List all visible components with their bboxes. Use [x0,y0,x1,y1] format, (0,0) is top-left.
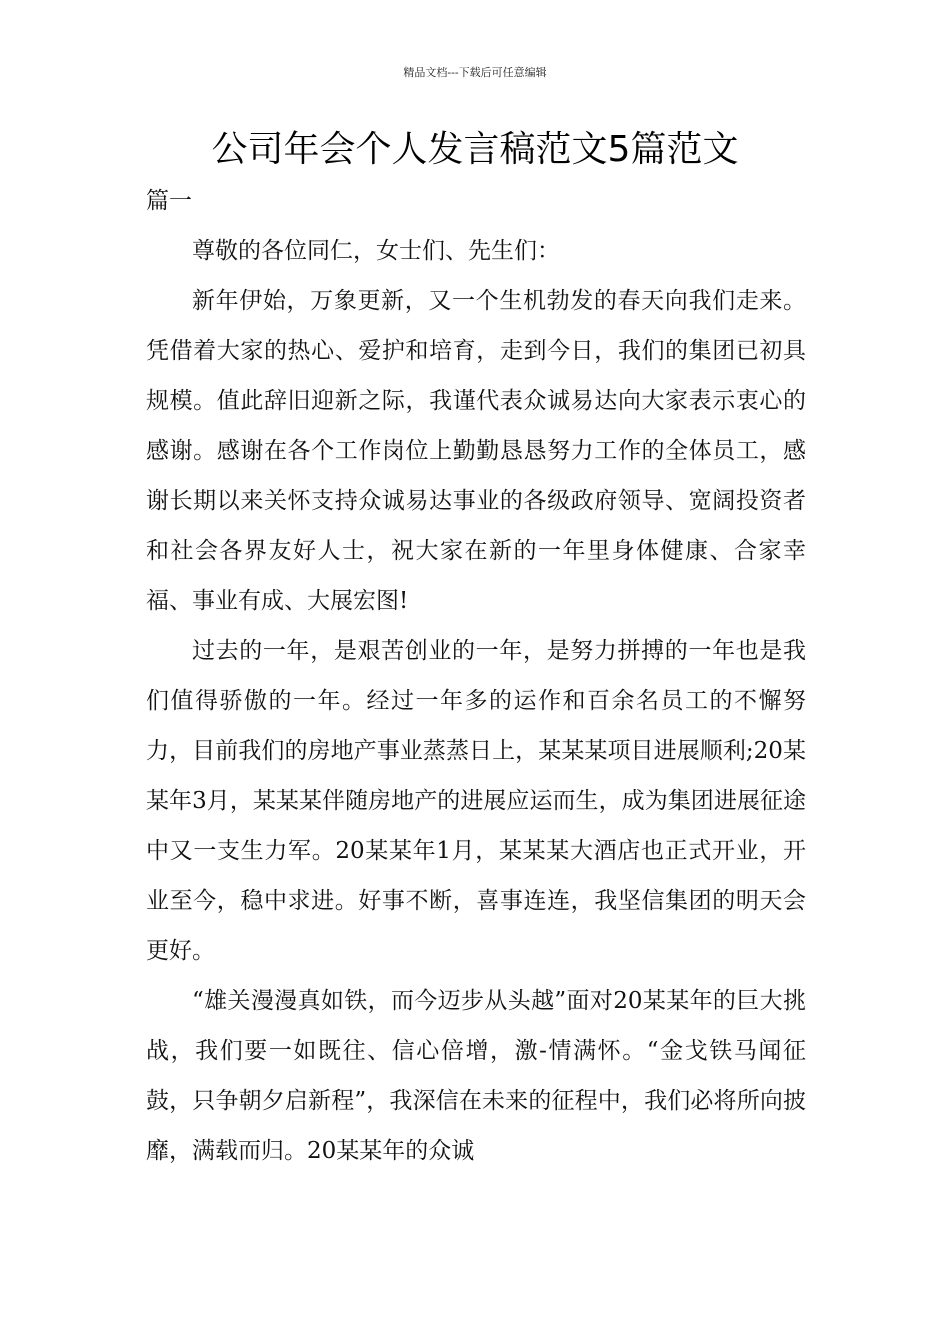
paragraph-past-year: 过去的一年，是艰苦创业的一年，是努力拼搏的一年也是我们值得骄傲的一年。经过一年多的运作和百余名员工的不懈努力，目前我们的房地产事业蒸蒸日上，某某某项目进展顺利;20某某年3月，某某某伴随房地产的进展应运而生，成为集团进展征途中又一支生力军。20某某年1月，某某某大酒店也正式开业，开业至今，稳中求进。好事不断，喜事连连，我坚信集团的明天会更好。 [146,638,806,964]
document-body [146,176,806,1176]
paragraph-opening: 新年伊始，万象更新，又一个生机勃发的春天向我们走来。凭借着大家的热心、爱护和培育，走到今日，我们的集团已初具规模。值此辞旧迎新之际，我谨代表众诚易达向大家表示衷心的感谢。感谢在各个工作岗位上勤勤恳恳努力工作的全体员工，感谢长期以来关怀支持众诚易达事业的各级政府领导、宽阔投资者和社会各界友好人士，祝大家在新的一年里身体健康、合家幸福、事业有成、大展宏图! [146,288,806,614]
document-title: 公司年会个人发言稿范文5篇范文 [211,129,739,170]
paragraph-salutation: 尊敬的各位同仁，女士们、先生们： [192,238,560,264]
section-label: 篇一 [146,188,192,214]
paragraph-future: “雄关漫漫真如铁，而今迈步从头越”面对20某某年的巨大挑战，我们要一如既往、信心倍增，激-情满怀。“金戈铁马闻征鼓，只争朝夕启新程”，我深信在未来的征程中，我们必将所向披靡，满载而归。20某某年的众诚 [146,988,806,1164]
header-note: 精品文档---下载后可任意编辑 [403,66,547,79]
